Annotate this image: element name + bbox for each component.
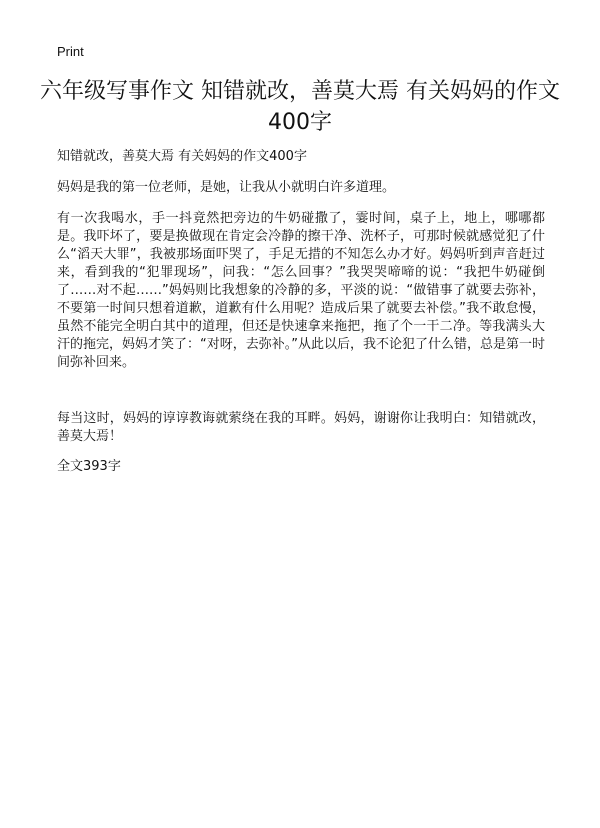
paragraph-2: 有一次我喝水，手一抖竟然把旁边的牛奶碰撒了，霎时间，桌子上，地上，哪哪都是。我吓坏了，要是换做现在肯定会冷静的擦干净、洗杯子，可那时候就感觉犯了什么“滔天大罪”，我被那场面吓哭了，手足无措的不知怎么办才好。妈妈听到声音赶过来，看到我的“犯罪现场”，问我：“怎么回事？”我哭哭啼啼的说：“我把牛奶碰倒了……对不起……”妈妈则比我想象的冷静的多，平淡的说：“做错事了就要去弥补，不要第一时间只想着道歉，道歉有什么用呢？造成后果了就要去补偿。”我不敢怠慢，虽然不能完全明白其中的道理，但还是快速拿来拖把，拖了个一干二净。等我满头大汗的拖完，妈妈才笑了：“对呀，去弥补。”从此以后，我不论犯了什么错，总是第一时间弥补回来。: [57, 211, 545, 370]
article-subtitle: 知错就改，善莫大焉 有关妈妈的作文400字: [57, 149, 307, 164]
page-title: [40, 76, 560, 138]
print-link[interactable]: Print: [57, 44, 84, 59]
paragraph-3: 每当这时，妈妈的谆谆教诲就萦绕在我的耳畔。妈妈，谢谢你让我明白：知错就改，善莫大焉！: [57, 411, 545, 444]
title-line-2: 400字: [268, 110, 332, 135]
word-count: 全文393字: [57, 459, 121, 474]
paragraph-1: 妈妈是我的第一位老师，是她，让我从小就明白许多道理。: [57, 180, 396, 195]
title-line-1: 六年级写事作文 知错就改，善莫大焉 有关妈妈的作文: [40, 79, 560, 104]
